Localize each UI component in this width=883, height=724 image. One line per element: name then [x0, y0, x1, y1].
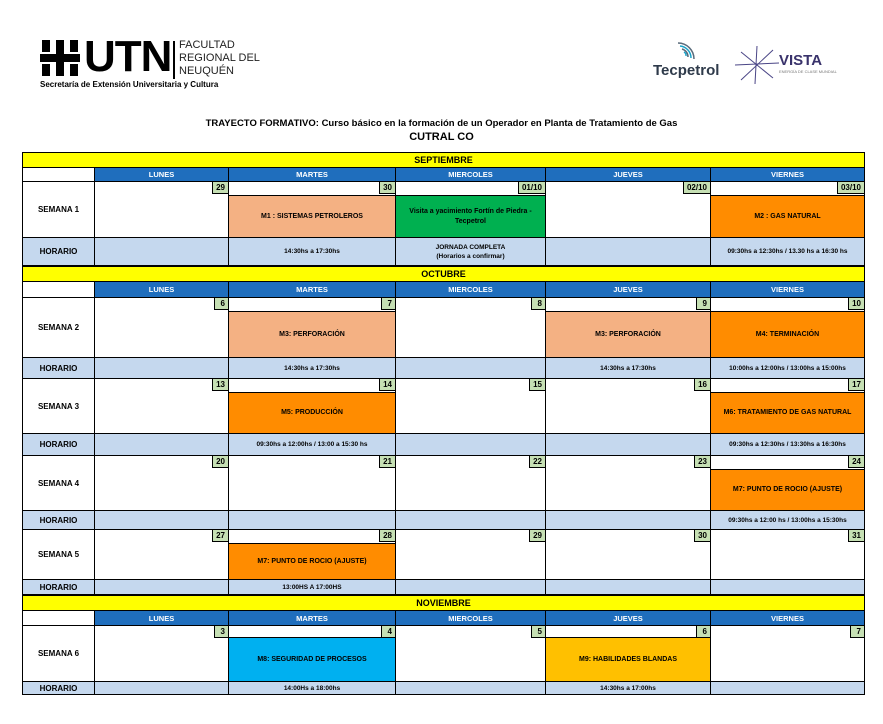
date-number: 24: [848, 456, 864, 468]
date-number: 6: [696, 626, 710, 638]
day-header-viernes: VIERNES: [711, 168, 865, 182]
horario-cell: [95, 358, 229, 379]
day-cell: [95, 379, 229, 434]
module-event: M3: PERFORACIÓN: [229, 311, 395, 357]
module-event: Visita a yacimiento Fortín de Piedra - Tecpetrol: [396, 195, 545, 237]
week-label: SEMANA 1: [22, 182, 95, 238]
module-event: M9: HABILIDADES BLANDAS: [546, 637, 710, 681]
horario-cell: [396, 682, 546, 695]
day-cell: [95, 626, 229, 682]
horario-label: HORARIO: [22, 238, 95, 266]
horario-cell: [546, 580, 711, 595]
horario-cell: 13:00HS A 17:00HS: [229, 580, 396, 595]
horario-label: HORARIO: [22, 358, 95, 379]
horario-cell: 09:30hs a 12:30hs / 13:30hs a 16:30hs: [711, 434, 865, 456]
date-number: 01/10: [518, 182, 545, 194]
day-cell: [396, 626, 546, 682]
horario-cell: 09:30hs a 12:00hs / 13:00 a 15:30 hs: [229, 434, 396, 456]
horario-cell: [711, 682, 865, 695]
day-header-jueves: JUEVES: [546, 168, 711, 182]
module-event: M4: TERMINACIÓN: [711, 311, 864, 357]
date-number: 30: [379, 182, 395, 194]
date-number: 02/10: [683, 182, 710, 194]
week-label: SEMANA 4: [22, 456, 95, 511]
horario-cell: [95, 511, 229, 530]
date-number: 8: [531, 298, 545, 310]
month-header: SEPTIEMBRE: [22, 152, 865, 168]
date-number: 7: [850, 626, 864, 638]
horario-cell: 14:30hs a 17:00hs: [546, 682, 711, 695]
module-event: M8: SEGURIDAD DE PROCESOS: [229, 637, 395, 681]
horario-cell: 14:00Hs a 18:00hs: [229, 682, 396, 695]
day-cell: [711, 530, 865, 580]
horario-label: HORARIO: [22, 682, 95, 695]
day-cell: [396, 298, 546, 358]
horario-label: HORARIO: [22, 434, 95, 456]
date-number: 5: [531, 626, 545, 638]
horario-label: HORARIO: [22, 580, 95, 595]
horario-cell: [396, 580, 546, 595]
date-number: 03/10: [837, 182, 864, 194]
day-cell: [229, 530, 396, 580]
horario-cell: [546, 238, 711, 266]
vista-logo: VISTA: [779, 52, 823, 69]
day-header-viernes: VIERNES: [711, 611, 865, 626]
day-cell: [546, 626, 711, 682]
horario-cell: [396, 434, 546, 456]
document-title: TRAYECTO FORMATIVO: Curso básico en la formación de un Operador en Planta de Tratamiento de Gas: [205, 118, 678, 129]
day-header-martes: MARTES: [229, 168, 396, 182]
horario-cell: [95, 238, 229, 266]
horario-label: HORARIO: [22, 511, 95, 530]
tecpetrol-logo-icon: [676, 40, 698, 62]
horario-cell: JORNADA COMPLETA (Horarios a confirmar): [396, 238, 546, 266]
date-number: 16: [694, 379, 710, 391]
date-number: 29: [529, 530, 545, 542]
document-subtitle: CUTRAL CO: [409, 131, 474, 143]
day-cell: [95, 298, 229, 358]
day-cell: [711, 298, 865, 358]
horario-cell: 09:30hs a 12:00 hs / 13:00hs a 15:30hs: [711, 511, 865, 530]
horario-cell: [95, 682, 229, 695]
date-number: 13: [212, 379, 228, 391]
day-header-miercoles: MIERCOLES: [396, 282, 546, 298]
horario-cell: 09:30hs a 12:30hs / 13.30 hs a 16:30 hs: [711, 238, 865, 266]
utn-logo-text: UTN: [84, 32, 172, 81]
day-cell: [546, 456, 711, 511]
date-number: 10: [848, 298, 864, 310]
date-number: 14: [379, 379, 395, 391]
horario-cell: [396, 511, 546, 530]
horario-cell: 10:00hs a 12:00hs / 13:00hs a 15:00hs: [711, 358, 865, 379]
date-number: 21: [379, 456, 395, 468]
date-number: 15: [529, 379, 545, 391]
date-number: 17: [848, 379, 864, 391]
day-cell: [229, 456, 396, 511]
day-cell: [396, 456, 546, 511]
tecpetrol-logo: Tecpetrol: [653, 62, 720, 79]
secretaria-text: Secretaría de Extensión Universitaria y Cultura: [40, 80, 219, 89]
module-event: M3: PERFORACIÓN: [546, 311, 710, 357]
date-number: 4: [381, 626, 395, 638]
day-cell: [95, 456, 229, 511]
date-number: 22: [529, 456, 545, 468]
day-cell: [396, 379, 546, 434]
horario-cell: [229, 511, 396, 530]
day-cell: [546, 182, 711, 238]
day-cell: [229, 379, 396, 434]
faculty-name: FACULTAD REGIONAL DEL NEUQUÉN: [179, 39, 260, 77]
day-cell: [229, 626, 396, 682]
horario-cell: 14:30hs a 17:30hs: [546, 358, 711, 379]
vista-tagline: ENERGÍA DE CLASE MUNDIAL: [779, 69, 837, 74]
horario-cell: [95, 580, 229, 595]
date-number: 30: [694, 530, 710, 542]
utn-emblem-icon: [40, 40, 80, 76]
date-number: 7: [381, 298, 395, 310]
date-number: 6: [214, 298, 228, 310]
day-header-lunes: LUNES: [95, 611, 229, 626]
day-header-viernes: VIERNES: [711, 282, 865, 298]
day-header-lunes: LUNES: [95, 168, 229, 182]
horario-cell: [95, 434, 229, 456]
module-event: M5: PRODUCCIÓN: [229, 392, 395, 433]
date-number: 3: [214, 626, 228, 638]
day-cell: [229, 298, 396, 358]
horario-cell: [711, 580, 865, 595]
week-label: SEMANA 2: [22, 298, 95, 358]
day-header-martes: MARTES: [229, 282, 396, 298]
day-cell: [711, 626, 865, 682]
date-number: 27: [212, 530, 228, 542]
day-cell: [546, 530, 711, 580]
day-header-jueves: JUEVES: [546, 611, 711, 626]
date-number: 29: [212, 182, 228, 194]
week-label: SEMANA 6: [22, 626, 95, 682]
horario-cell: [546, 511, 711, 530]
date-number: 20: [212, 456, 228, 468]
horario-cell: 14:30hs a 17:30hs: [229, 238, 396, 266]
module-event: M1 : SISTEMAS PETROLEROS: [229, 195, 395, 237]
month-header: NOVIEMBRE: [22, 595, 865, 611]
day-cell: [396, 530, 546, 580]
horario-cell: [546, 434, 711, 456]
day-header-jueves: JUEVES: [546, 282, 711, 298]
day-header-miercoles: MIERCOLES: [396, 168, 546, 182]
day-cell: [396, 182, 546, 238]
day-cell: [711, 379, 865, 434]
vista-star-icon: [735, 46, 779, 84]
date-number: 31: [848, 530, 864, 542]
day-cell: [229, 182, 396, 238]
module-event: M7: PUNTO DE ROCIO (AJUSTE): [229, 543, 395, 579]
day-cell: [711, 182, 865, 238]
day-cell: [546, 379, 711, 434]
day-header-lunes: LUNES: [95, 282, 229, 298]
day-cell: [546, 298, 711, 358]
day-header-blank: [22, 611, 95, 626]
week-label: SEMANA 3: [22, 379, 95, 434]
week-label: SEMANA 5: [22, 530, 95, 580]
date-number: 28: [379, 530, 395, 542]
month-header: OCTUBRE: [22, 266, 865, 282]
day-header-blank: [22, 168, 95, 182]
day-header-blank: [22, 282, 95, 298]
logo-divider: [173, 41, 175, 79]
day-cell: [95, 182, 229, 238]
date-number: 23: [694, 456, 710, 468]
horario-cell: [396, 358, 546, 379]
module-event: M2 : GAS NATURAL: [711, 195, 864, 237]
day-header-miercoles: MIERCOLES: [396, 611, 546, 626]
day-cell: [711, 456, 865, 511]
date-number: 9: [696, 298, 710, 310]
day-cell: [95, 530, 229, 580]
module-event: M6: TRATAMIENTO DE GAS NATURAL: [711, 392, 864, 433]
module-event: M7: PUNTO DE ROCIO (AJUSTE): [711, 469, 864, 510]
horario-cell: 14:30hs a 17:30hs: [229, 358, 396, 379]
day-header-martes: MARTES: [229, 611, 396, 626]
